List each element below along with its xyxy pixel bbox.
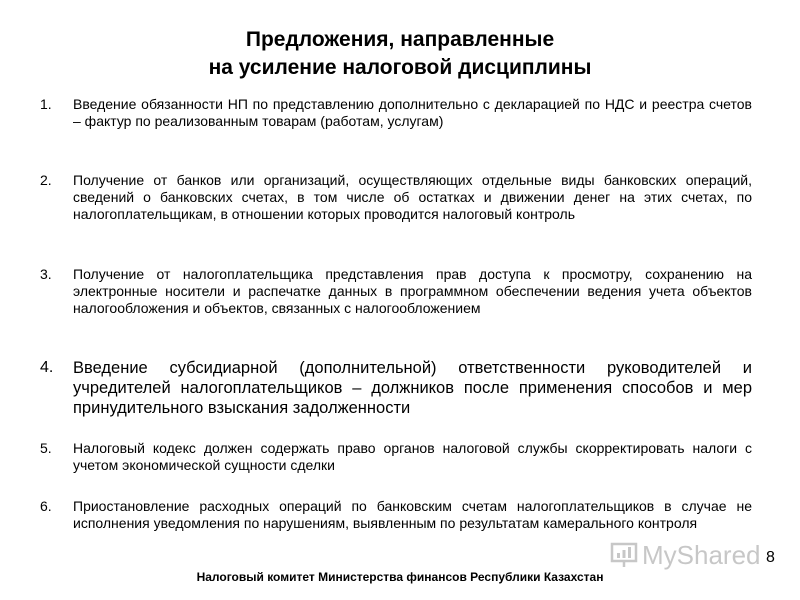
list-item-number: 5. bbox=[40, 440, 52, 456]
list-item-text: Введение обязанности НП по представлению дополнительно с декларацией по НДС и реестра счетов – фактур по реализованным товарам (работам, услугам) bbox=[73, 96, 752, 129]
watermark bbox=[610, 538, 761, 572]
watermark-text: MyShared bbox=[642, 540, 761, 570]
title-line-2: на усиление налоговой дисциплины bbox=[208, 56, 592, 79]
list-item-number: 6. bbox=[40, 498, 52, 514]
list-item-text: Получение от налогоплательщика представления прав доступа к просмотру, сохранению на электронные носители и распечатке данных в программном обеспечении ведения учета объектов налогообложения и объектов, связанных с налогообложением bbox=[73, 266, 752, 316]
list-item-text: Налоговый кодекс должен содержать право органов налоговой службы скорректировать налоги с учетом экономической сущности сделки bbox=[73, 440, 752, 473]
list-item-text: Получение от банков или организаций, осуществляющих отдельные виды банковских операций, сведений о банковских счетах, в том числе об остатках и движении денег на этих счетах, по налогоплательщикам, в отношении которых проводится налоговый контроль bbox=[73, 172, 752, 222]
page-number: 8 bbox=[766, 549, 775, 566]
list-item-number: 1. bbox=[40, 96, 52, 112]
list-item-text: Введение субсидиарной (дополнительной) ответственности руководителей и учредителей налогоплательщиков – должников после применения способов и мер принудительного взыскания задолженности bbox=[73, 359, 752, 417]
list-item-text: Приостановление расходных операций по банковским счетам налогоплательщиков в случае не исполнения уведомления по нарушениям, выявленным по результатам камерального контроля bbox=[73, 498, 752, 531]
list-item-number: 3. bbox=[40, 266, 52, 282]
list-item-number: 2. bbox=[40, 172, 52, 188]
page-title bbox=[0, 26, 800, 82]
list-item-number: 4. bbox=[40, 359, 54, 376]
title-line-1: Предложения, направленные bbox=[245, 28, 555, 51]
footer: Налоговый комитет Министерства финансов Республики Казахстан bbox=[196, 570, 604, 584]
presentation-board-icon bbox=[610, 541, 638, 569]
